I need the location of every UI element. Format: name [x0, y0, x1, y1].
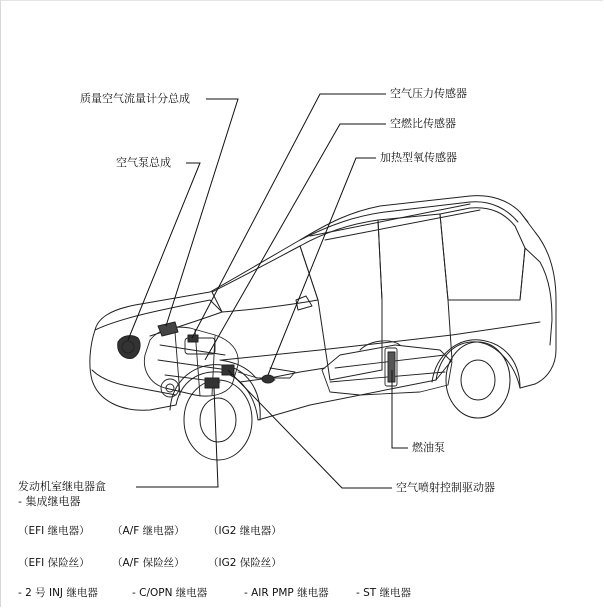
label-air-injection-driver: 空气喷射控制驱动器 — [396, 481, 495, 494]
leader-relay-box — [136, 388, 218, 487]
rear-panel — [520, 248, 552, 345]
leader-af-sensor — [205, 124, 386, 360]
label-o2-sensor: 加热型氧传感器 — [380, 151, 457, 164]
front-wheel-hub — [200, 398, 236, 442]
label-maf-meter: 质量空气流量计分总成 — [80, 92, 190, 105]
leader-air-injection — [228, 370, 392, 488]
rear-window — [440, 208, 525, 300]
leader-map-sensor — [192, 94, 386, 338]
relay-row-3-item-3: - AIR PMP 继电器 — [244, 587, 329, 599]
rear-wheel — [446, 342, 510, 418]
relay-row-2-item-2: （A/F 保险丝） — [112, 557, 185, 569]
label-fuel-pump: 燃油泵 — [412, 441, 445, 454]
leader-o2 — [268, 158, 376, 375]
relay-row-3-item-4: - ST 继电器 — [356, 587, 412, 599]
label-air-pump: 空气泵总成 — [116, 156, 171, 169]
relay-row-1-item-1: （EFI 继电器） — [18, 525, 90, 537]
leader-maf — [166, 99, 238, 326]
relay-row-1-item-3: （IG2 继电器） — [208, 525, 282, 537]
label-integration-relay: - 集成继电器 — [18, 495, 81, 508]
relay-row-3-item-1: - 2 号 INJ 继电器 — [18, 587, 98, 599]
engine-assembly — [144, 327, 295, 397]
relay-row-3-item-2: - C/OPN 继电器 — [132, 587, 208, 599]
relay-row-2-item-3: （IG2 保险丝） — [208, 557, 282, 569]
o2-sensor-component — [262, 375, 274, 383]
front-door — [300, 220, 382, 380]
fuel-tank — [322, 341, 452, 395]
roof-line — [300, 202, 518, 240]
label-map-sensor: 空气压力传感器 — [390, 87, 467, 100]
label-af-sensor: 空燃比传感器 — [390, 117, 456, 130]
relay-row-1-item-2: （A/F 继电器） — [112, 525, 185, 537]
relay-row-2-item-1: （EFI 保险丝） — [18, 557, 90, 569]
relay-box-component — [205, 378, 219, 388]
rear-wheel-hub — [461, 360, 495, 400]
front-wheel — [184, 380, 252, 460]
label-relay-box: 发动机室继电器盒 — [18, 480, 106, 493]
